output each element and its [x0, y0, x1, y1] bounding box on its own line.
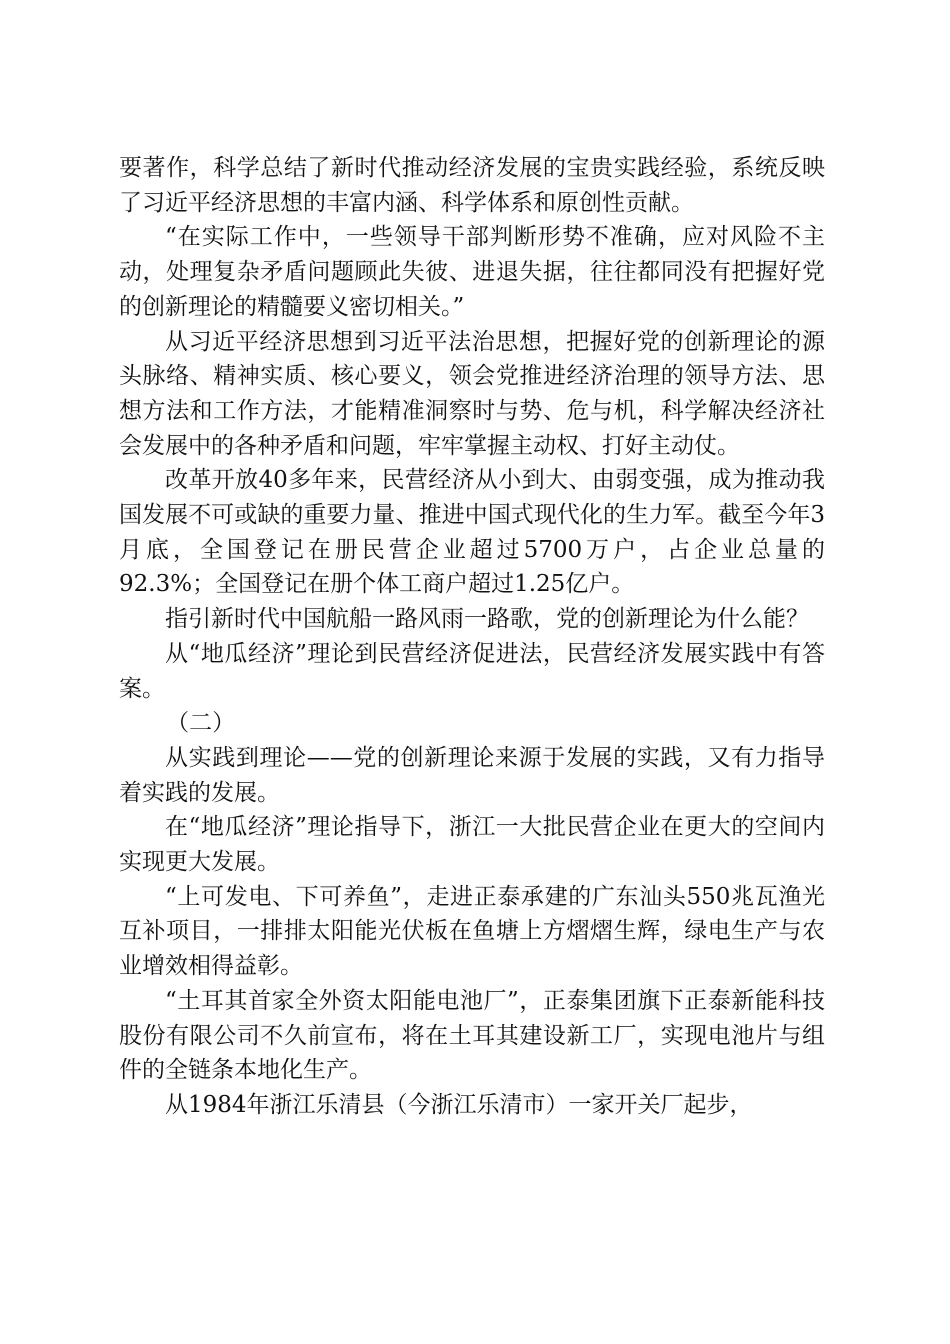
paragraph-question: 指引新时代中国航船一路风雨一路歌，党的创新理论为什么能？ — [165, 606, 809, 633]
section-heading: （二） — [166, 710, 236, 737]
paragraph-quote-leaders: “在实际工作中，一些领导干部判断形势不准确，应对风险不主动，处理复杂矛盾问题顾此失彼、进退失据，往往都同没有把握好党的创新理论的精髓要义密切相关。” — [119, 224, 825, 320]
document-body — [119, 151, 825, 1123]
paragraph-1984-start: 从1984年浙江乐清县（今浙江乐清市）一家开关厂起步， — [165, 1091, 753, 1118]
paragraph-answer: 从“地瓜经济”理论到民营经济促进法，民营经济发展实践中有答案。 — [119, 640, 825, 702]
paragraph-private-economy: 改革开放40多年来，民营经济从小到大、由弱变强，成为推动我国发展不可或缺的重要力量、推进中国式现代化的生力军。截至今年3月底，全国登记在册民营企业超过5700万户，占企业总量的92.3%；全国登记在册个体工商户超过1.25亿户。 — [119, 467, 825, 598]
paragraph-fishery-solar: “上可发电、下可养鱼”，走进正泰承建的广东汕头550兆瓦渔光互补项目，一排排太阳能光伏板在鱼塘上方熠熠生辉，绿电生产与农业增效相得益彰。 — [119, 883, 825, 980]
paragraph-turkey-factory: “土耳其首家全外资太阳能电池厂”，正泰集团旗下正泰新能科技股份有限公司不久前宣布，将在土耳其建设新工厂，实现电池片与组件的全链条本地化生产。 — [119, 987, 825, 1084]
paragraph-practice-theory: 从实践到理论——党的创新理论来源于发展的实践，又有力指导着实践的发展。 — [119, 744, 825, 806]
paragraph-innovation-theory: 从习近平经济思想到习近平法治思想，把握好党的创新理论的源头脉络、精神实质、核心要义，领会党推进经济治理的领导方法、思想方法和工作方法，才能精准洞察时与势、危与机，科学解决经济社会发展中的各种矛盾和问题，牢牢掌握主动权、打好主动仗。 — [119, 328, 825, 459]
paragraph-digua-economy: 在“地瓜经济”理论指导下，浙江一大批民营企业在更大的空间内实现更大发展。 — [119, 814, 825, 876]
paragraph-continuation: 要著作，科学总结了新时代推动经济发展的宝贵实践经验，系统反映了习近平经济思想的丰富内涵、科学体系和原创性贡献。 — [119, 155, 825, 216]
